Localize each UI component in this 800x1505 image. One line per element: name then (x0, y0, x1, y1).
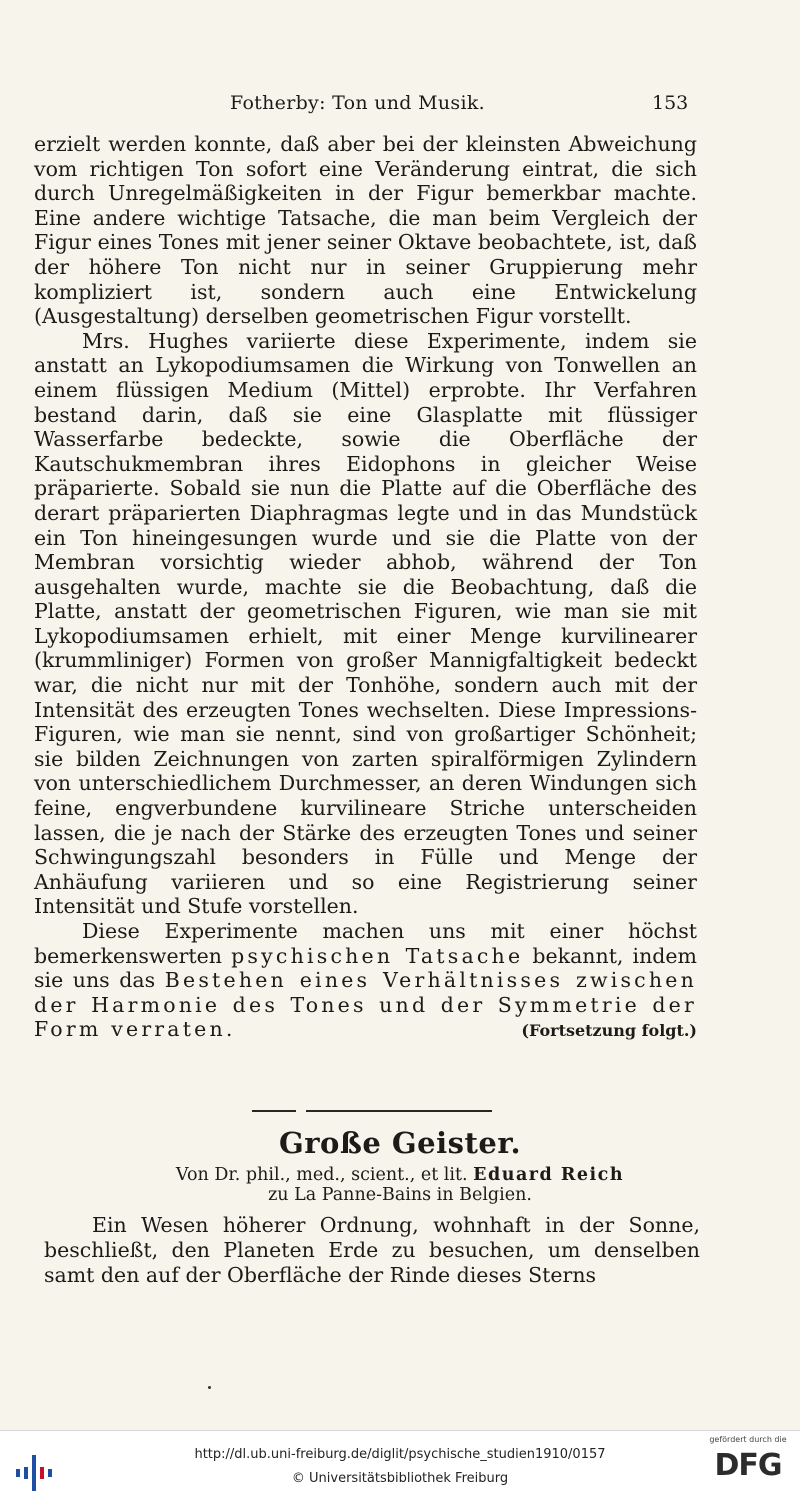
dfg-wordmark: DFG (714, 1448, 782, 1483)
article-paragraph-1: Ein Wesen höherer Ordnung, wohnhaft in der Sonne, beschließt, den Planeten Erde zu besuchen, um denselben samt den auf der Oberfläche der Rinde dieses Sterns (44, 1213, 700, 1287)
article-body (44, 1213, 700, 1288)
dfg-logo (708, 1435, 788, 1501)
page-number: 153 (652, 92, 689, 114)
dfg-funded-by: gefördert durch die (709, 1435, 787, 1444)
byline-prefix: Von Dr. phil., med., scient., et lit. (175, 1165, 468, 1185)
section-divider (252, 1110, 492, 1112)
author-location: zu La Panne-Bains in Belgien. (268, 1185, 532, 1205)
author-name: Eduard Reich (473, 1165, 625, 1185)
spaced-emphasis-2: Bestehen eines Verhältnisses zwischen der Harmonie des Tones und der Symmetrie der Form verraten. (34, 968, 697, 1042)
paragraph-3-start: Diese Experimente machen uns mit einer höchst bemerkenswerten (34, 919, 697, 968)
speck (208, 1386, 211, 1389)
viewer-footer (0, 1430, 800, 1505)
article-title: Große Geister. (278, 1126, 522, 1160)
permalink-url[interactable]: http://dl.ub.uni-freiburg.de/diglit/psychische_studien1910/0157 (194, 1447, 606, 1462)
paragraph-3 (34, 919, 697, 1042)
running-title: Fotherby: Ton und Musik. (230, 92, 485, 114)
running-head (0, 92, 800, 120)
article-body-continued (34, 132, 697, 1044)
continuation-note: (Fortsetzung folgt.) (521, 1021, 697, 1041)
paragraph-1: erzielt werden konnte, daß aber bei der kleinsten Abweichung vom richtigen Ton sofort eine Veränderung eintrat, die sich durch Unregelmäßigkeiten in der Figur bemerkbar machte. Eine andere wichtige Tatsache, die man beim Vergleich der Figur eines Tones mit jener seiner Oktave beobachtete, ist, daß der höhere Ton nicht nur in seiner Gruppierung mehr kompliziert ist, sondern auch eine Entwickelung (Ausgestaltung) derselben geometrischen Figur vorstellt. (34, 132, 697, 329)
byline-line-1 (0, 1165, 800, 1185)
paragraph-2: Mrs. Hughes variierte diese Experimente, indem sie anstatt an Lykopodiumsamen die Wirkung von Tonwellen an einem flüssigen Medium (Mittel) erprobte. Ihr Verfahren bestand darin, daß sie eine Glasplatte mit flüssiger Wasserfarbe bedeckte, sowie die Oberfläche der Kautschukmembran ihres Eidophons in gleicher Weise präparierte. Sobald sie nun die Platte auf die Oberfläche des derart präparierten Diaphragmas legte und in das Mundstück ein Ton hineingesungen wurde und sie die Platte von der Membran vorsichtig wieder abhob, während der Ton ausgehalten wurde, machte sie die Beobachtung, daß die Platte, anstatt der geometrischen Figuren, wie man sie mit Lykopodiumsamen erhielt, mit einer Menge kurvilinearer (krummliniger) Formen von großer Mannigfaltigkeit bedeckt war, die nicht nur mit der Tonhöhe, sondern auch mit der Intensität des erzeugten Tones wechselten. Diese Impressions-Figuren, wie man sie nennt, sind von großartiger Schönheit; sie bilden Zeichnungen von zarten spiralförmigen Zylindern von unterschiedlichem Durchmesser, an deren Windungen sich feine, engverbundene kurvilineare Striche unterscheiden lassen, die je nach der Stärke des erzeugten Tones und seiner Schwingungszahl besonders in Fülle und Menge der Anhäufung variieren und so eine Registrierung seiner Intensität und Stufe vorstellen. (34, 328, 697, 919)
byline (0, 1165, 800, 1205)
paragraph-3-mid: bekannt, indem sie uns das (34, 943, 697, 993)
copyright: © Universitätsbibliothek Freiburg (291, 1471, 509, 1486)
spaced-emphasis-1: psychischen Tatsache (231, 943, 524, 968)
